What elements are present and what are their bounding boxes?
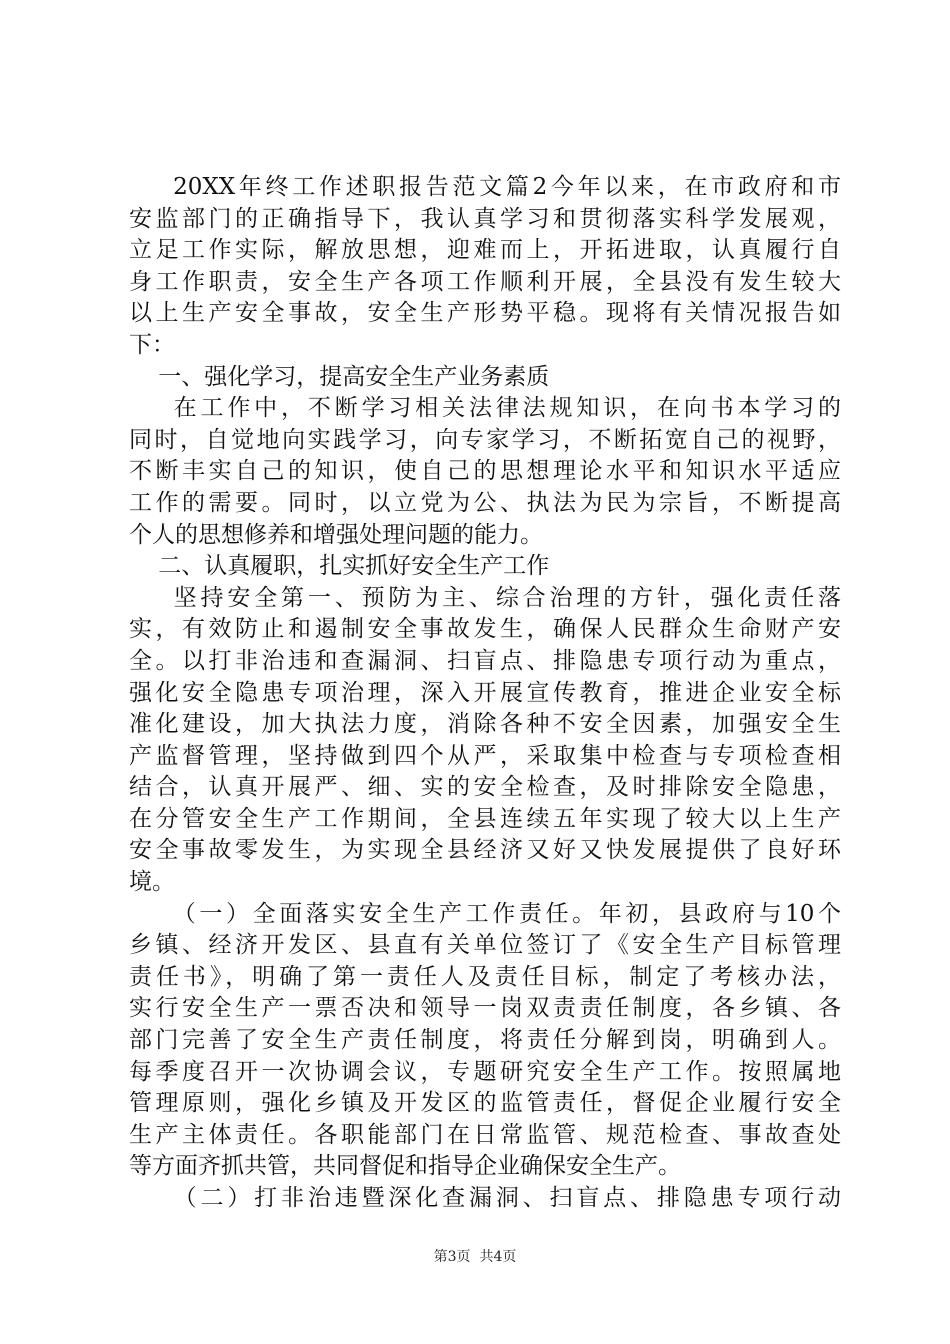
text-line: 安全事故零发生，为实现全县经济又好又快发展提供了良好环 <box>129 837 841 864</box>
text-line: 在分管安全生产工作期间，全县连续五年实现了较大以上生产 <box>129 805 841 832</box>
text-line: 全。以打非治违和查漏洞、扫盲点、排隐患专项行动为重点， <box>129 647 841 674</box>
text-line: 同时，自觉地向实践学习，向专家学习，不断拓宽自己的视野， <box>129 426 841 453</box>
text-line: 20XX年终工作述职报告范文篇2今年以来，在市政府和市 <box>129 174 841 200</box>
text-line: 实行安全生产一票否决和领导一岗双责责任制度，各乡镇、各 <box>129 995 841 1022</box>
text-line: 结合，认真开展严、细、实的安全检查，及时排除安全隐患， <box>129 774 841 801</box>
text-line: （二）打非治违暨深化查漏洞、扫盲点、排隐患专项行动 <box>129 1185 841 1211</box>
text-line: 立足工作实际，解放思想，迎难而上，开拓进取，认真履行自 <box>129 237 841 264</box>
text-line: 境。 <box>129 869 175 896</box>
text-line: 不断丰实自己的知识，使自己的思想理论水平和知识水平适应 <box>129 458 841 485</box>
page-number-footer: 第3页 共4页 <box>433 1249 517 1265</box>
text-line: 强化安全隐患专项治理，深入开展宣传教育，推进企业安全标 <box>129 679 841 706</box>
text-line: 下： <box>129 331 175 358</box>
text-line: 每季度召开一次协调会议，专题研究安全生产工作。按照属地 <box>129 1058 841 1085</box>
text-line: 生产主体责任。各职能部门在日常监管、规范检查、事故查处 <box>129 1121 841 1148</box>
text-line: 身工作职责，安全生产各项工作顺利开展，全县没有发生较大 <box>129 268 841 295</box>
text-line: 责任书》，明确了第一责任人及责任目标，制定了考核办法， <box>129 963 841 990</box>
text-line: 产监督管理，坚持做到四个从严，采取集中检查与专项检查相 <box>129 742 841 769</box>
text-line: 部门完善了安全生产责任制度，将责任分解到岗，明确到人。 <box>129 1027 841 1054</box>
text-line: 管理原则，强化乡镇及开发区的监管责任，督促企业履行安全 <box>129 1090 841 1117</box>
text-line: 以上生产安全事故，安全生产形势平稳。现将有关情况报告如 <box>129 300 841 327</box>
text-line: 坚持安全第一、预防为主、综合治理的方针，强化责任落 <box>129 584 841 611</box>
text-line: 在工作中，不断学习相关法律法规知识，在向书本学习的 <box>129 395 841 422</box>
text-line: 个人的思想修养和增强处理问题的能力。 <box>129 521 543 548</box>
text-line: 安监部门的正确指导下，我认真学习和贯彻落实科学发展观， <box>129 205 841 232</box>
text-line: 实，有效防止和遏制安全事故发生，确保人民群众生命财产安 <box>129 616 841 643</box>
text-line: 二、认真履职，扎实抓好安全生产工作 <box>129 553 550 580</box>
text-line: 等方面齐抓共管，共同督促和指导企业确保安全生产。 <box>129 1153 681 1180</box>
text-line: 准化建设，加大执法力度，消除各种不安全因素，加强安全生 <box>129 711 841 738</box>
text-line: 工作的需要。同时，以立党为公、执法为民为宗旨，不断提高 <box>129 489 841 516</box>
text-line: 一、强化学习，提高安全生产业务素质 <box>129 363 550 390</box>
text-line: 乡镇、经济开发区、县直有关单位签订了《安全生产目标管理 <box>129 932 841 959</box>
text-line: （一）全面落实安全生产工作责任。年初，县政府与10个 <box>129 900 841 927</box>
document-body <box>129 172 841 1215</box>
